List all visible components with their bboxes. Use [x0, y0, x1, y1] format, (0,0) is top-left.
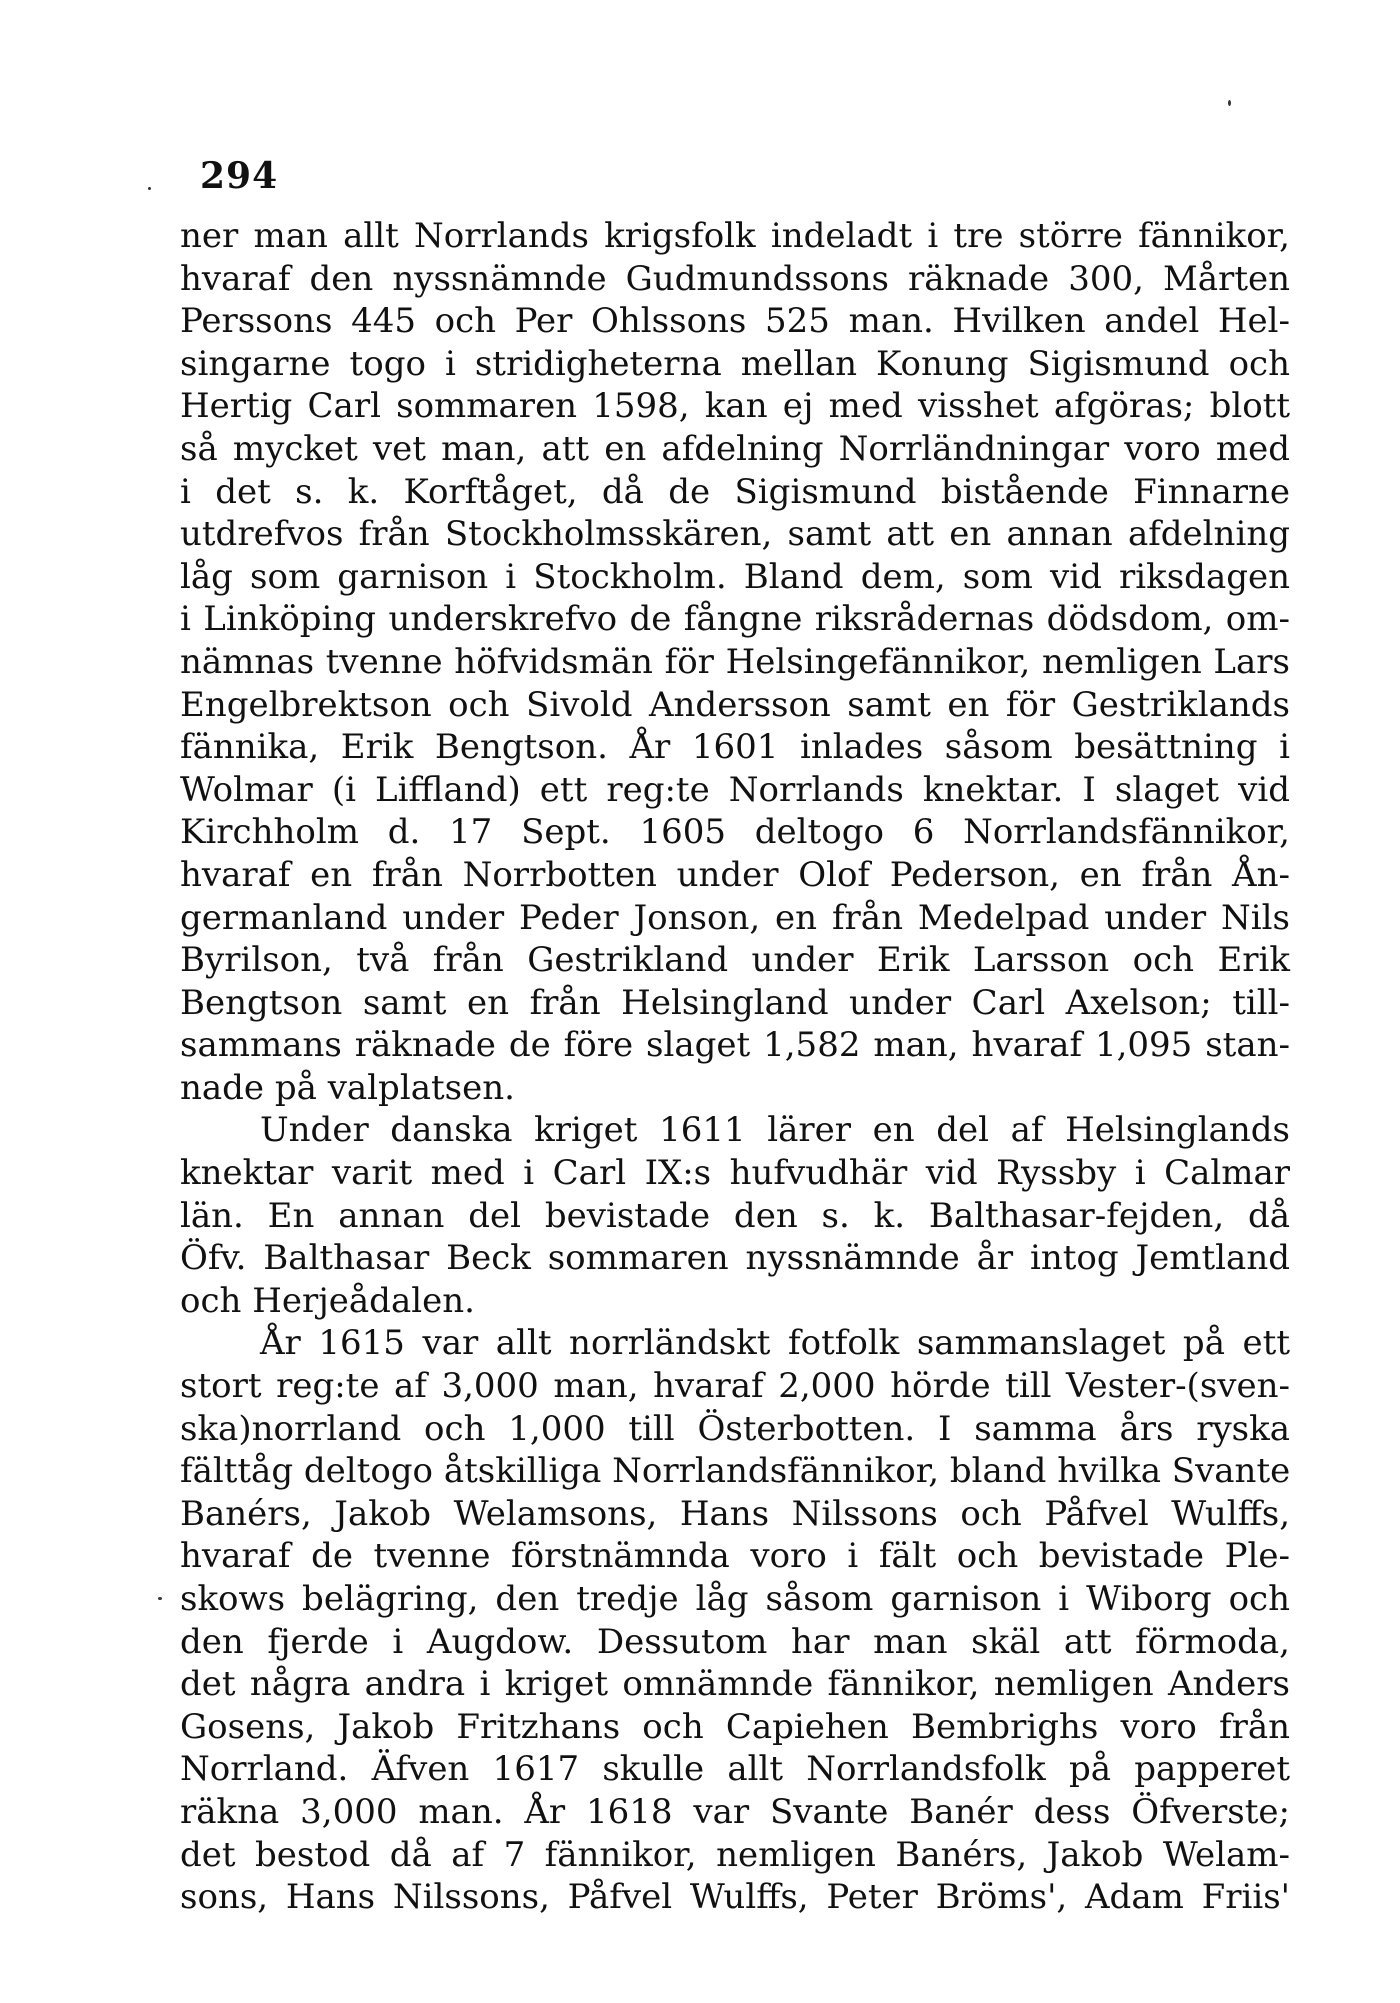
speck	[158, 1597, 162, 1600]
text-line: Norrland. Äfven 1617 skulle allt Norrlandsfolk på papperet	[180, 1749, 1290, 1790]
text-line: Perssons 445 och Per Ohlssons 525 man. Hvilken andel Hel-	[180, 301, 1290, 342]
text-line: låg som garnison i Stockholm. Bland dem, som vid riksdagen	[180, 556, 1290, 597]
text-line: skows belägring, den tredje låg såsom garnison i Wiborg och	[180, 1579, 1290, 1619]
text-line: ska)norrland och 1,000 till Österbotten. I samma års ryska	[180, 1408, 1290, 1449]
text-line: Bengtson samt en från Helsingland under Carl Axelson; till-	[180, 982, 1290, 1023]
text-line: sammans räknade de före slaget 1,582 man, hvaraf 1,095 stan-	[180, 1025, 1290, 1066]
text-line: Öfv. Balthasar Beck sommaren nyssnämnde år intog Jemtland	[180, 1238, 1290, 1279]
text-line: Banérs, Jakob Welamsons, Hans Nilssons och Påfvel Wulffs,	[180, 1493, 1290, 1534]
body-text	[180, 215, 1290, 1919]
text-line: så mycket vet man, att en afdelning Norrländningar voro med	[180, 428, 1290, 469]
text-line: det bestod då af 7 fännikor, nemligen Banérs, Jakob Welam-	[180, 1834, 1290, 1875]
text-line: singarne togo i stridigheterna mellan Konung Sigismund och	[180, 343, 1290, 384]
text-line: hvaraf den nyssnämnde Gudmundssons räknade 300, Mårten	[180, 258, 1290, 299]
text-line: Hertig Carl sommaren 1598, kan ej med visshet afgöras; blott	[180, 386, 1290, 427]
text-line: räkna 3,000 man. År 1618 var Svante Banér dess Öfverste;	[180, 1791, 1290, 1832]
text-line: Under danska kriget 1611 lärer en del af Helsinglands	[260, 1110, 1290, 1151]
text-line: fännika, Erik Bengtson. År 1601 inlades såsom besättning i	[180, 727, 1290, 768]
text-line: ner man allt Norrlands krigsfolk indeladt i tre större fännikor,	[180, 216, 1290, 256]
text-line: i det s. k. Korftåget, då de Sigismund bistående Finnarne	[180, 471, 1290, 512]
text-line: Gosens, Jakob Fritzhans och Capiehen Bembrighs voro från	[180, 1706, 1290, 1747]
text-line: germanland under Peder Jonson, en från Medelpad under Nils	[180, 897, 1290, 938]
page-number: 294	[200, 155, 279, 197]
speck	[148, 187, 151, 190]
text-line: År 1615 var allt norrländskt fotfolk sammanslaget på ett	[260, 1323, 1290, 1364]
text-line: i Linköping underskrefvo de fångne riksrådernas dödsdom, om-	[180, 599, 1290, 640]
text-line: Wolmar (i Liffland) ett reg:te Norrlands knektar. I slaget vid	[180, 769, 1290, 810]
text-line: stort reg:te af 3,000 man, hvaraf 2,000 hörde till Vester-(sven-	[180, 1366, 1290, 1407]
text-line: nade på valplatsen.	[180, 1067, 515, 1108]
text-line: utdrefvos från Stockholmsskären, samt att en annan afdelning	[180, 514, 1290, 555]
text-line: sons, Hans Nilssons, Påfvel Wulffs, Peter Bröms', Adam Friis'	[180, 1877, 1290, 1918]
text-line: det några andra i kriget omnämnde fännikor, nemligen Anders	[180, 1664, 1290, 1705]
text-line: hvaraf en från Norrbotten under Olof Pederson, en från Ån-	[180, 854, 1290, 895]
text-line: fälttåg deltogo åtskilliga Norrlandsfännikor, bland hvilka Svante	[180, 1451, 1291, 1492]
text-line: län. En annan del bevistade den s. k. Balthasar-fejden, då	[180, 1195, 1290, 1236]
text-line: och Herjeådalen.	[180, 1280, 475, 1321]
text-line: nämnas tvenne höfvidsmän för Helsingefännikor, nemligen Lars	[180, 641, 1290, 682]
text-line: den fjerde i Augdow. Dessutom har man skäl att förmoda,	[180, 1621, 1290, 1662]
text-line: Engelbrektson och Sivold Andersson samt en för Gestriklands	[180, 684, 1290, 725]
text-line: Kirchholm d. 17 Sept. 1605 deltogo 6 Norrlandsfännikor,	[180, 812, 1290, 853]
text-line: Byrilson, två från Gestrikland under Erik Larsson och Erik	[180, 940, 1290, 981]
speck	[1228, 100, 1231, 106]
text-line: knektar varit med i Carl IX:s hufvudhär vid Ryssby i Calmar	[180, 1153, 1290, 1194]
text-line: hvaraf de tvenne förstnämnda voro i fält och bevistade Ple-	[180, 1536, 1290, 1577]
